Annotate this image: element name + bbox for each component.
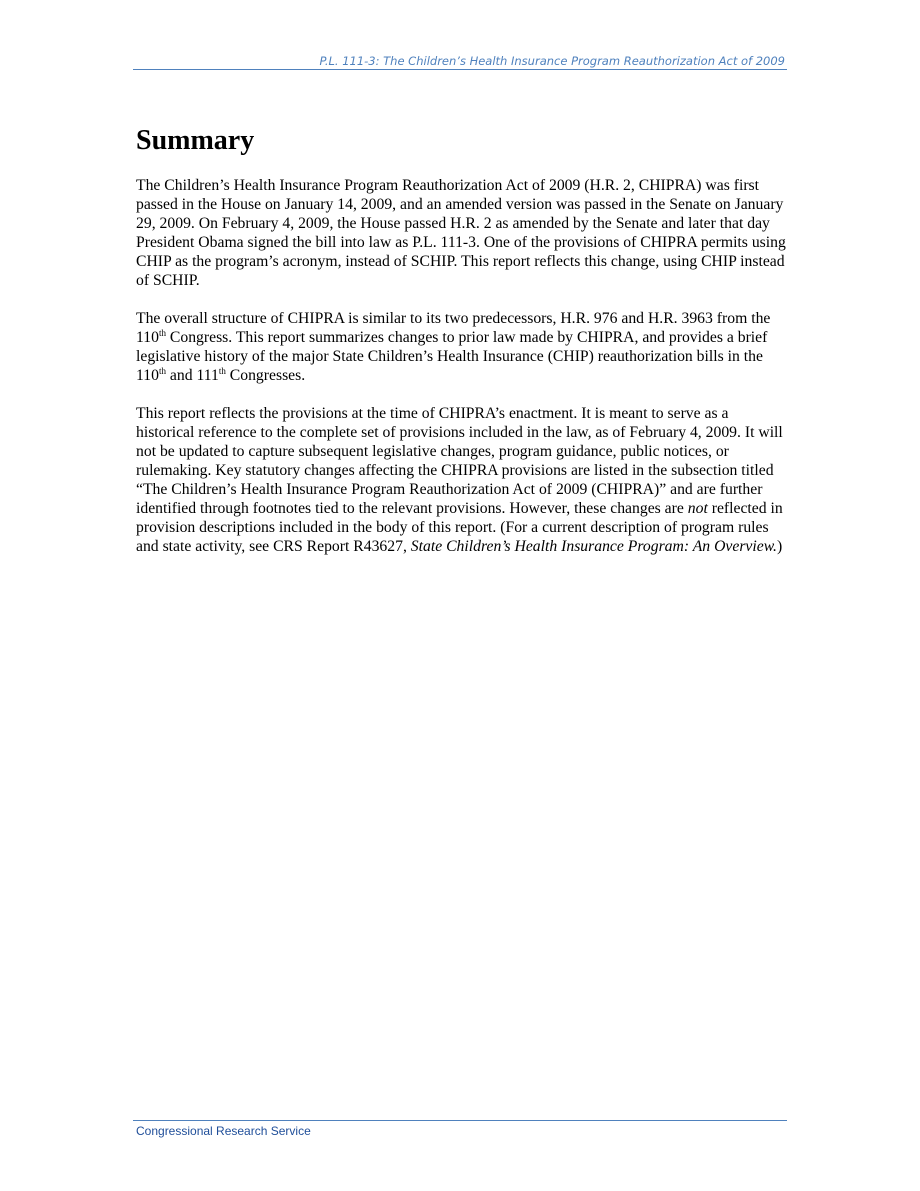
running-header-title: P.L. 111-3: The Children’s Health Insurance Program Reauthorization Act of 2009 bbox=[319, 54, 785, 68]
footer-organization: Congressional Research Service bbox=[136, 1124, 311, 1138]
summary-paragraph-1: The Children’s Health Insurance Program Reauthorization Act of 2009 (H.R. 2, CHIPRA) was first passed in the House on January 14, 2009, and an amended version was passed in the Senate on January 29, 2009. On February 4, 2009, the House passed H.R. 2 as amended by the Senate and later that day President Obama signed the bill into law as P.L. 111-3. One of the provisions of CHIPRA permits using CHIP as the program’s acronym, instead of SCHIP. This report reflects this change, using CHIP instead of SCHIP. bbox=[136, 177, 786, 289]
p2-ordinal-2: th bbox=[158, 366, 166, 376]
running-header bbox=[133, 53, 787, 70]
page-title: Summary bbox=[136, 125, 255, 156]
p2-text-c: and 111 bbox=[165, 367, 219, 384]
p2-text-d: Congresses. bbox=[225, 367, 306, 384]
p2-ordinal-3: th bbox=[218, 366, 226, 376]
p2-text-b: Congress. This report summarizes changes to prior law made by CHIPRA, and provides a brief legislative history of the major State Children’s Health Insurance (CHIP) reauthorization bills in the 110 bbox=[136, 329, 768, 384]
page-footer bbox=[133, 1120, 787, 1138]
summary-paragraph-2 bbox=[136, 309, 788, 385]
p3-text-b: reflected in provision descriptions included in the body of this report. (For a current description of program rules and state activity, see CRS Report R43627, bbox=[136, 500, 783, 555]
p2-text-a: The overall structure of CHIPRA is similar to its two predecessors, H.R. 976 and H.R. 3963 from the 110 bbox=[136, 310, 771, 346]
p3-report-title: State Children’s Health Insurance Program: An Overview. bbox=[410, 538, 777, 555]
p3-emphasis-not: not bbox=[687, 500, 708, 517]
p3-text-a: This report reflects the provisions at the time of CHIPRA’s enactment. It is meant to serve as a historical reference to the complete set of provisions included in the law, as of February 4, 2009. It will not be updated to capture subsequent legislative changes, program guidance, public notices, or rulemaking. Key statutory changes affecting the CHIPRA provisions are listed in the subsection titled “The Children’s Health Insurance Program Reauthorization Act of 2009 (CHIPRA)” and are further identified through footnotes tied to the relevant provisions. However, these changes are bbox=[136, 405, 783, 517]
p2-ordinal-1: th bbox=[158, 328, 166, 338]
summary-body bbox=[136, 176, 788, 575]
p3-text-c: ) bbox=[776, 538, 783, 555]
summary-paragraph-3 bbox=[136, 404, 788, 556]
